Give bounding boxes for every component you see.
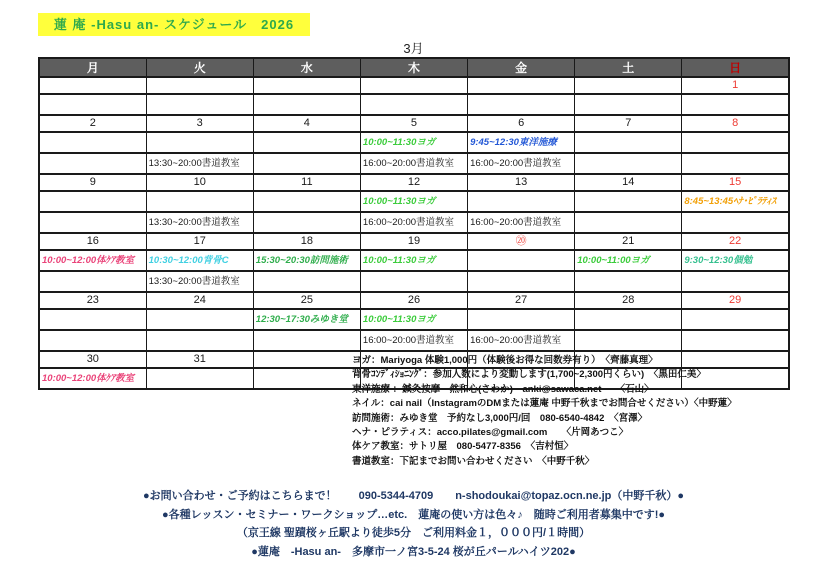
empty-cell xyxy=(360,271,467,292)
date-cell: 12 xyxy=(360,174,467,191)
empty-cell xyxy=(253,368,360,389)
empty-cell xyxy=(468,94,575,115)
date-cell: 24 xyxy=(146,292,253,309)
date-cell: 16 xyxy=(39,233,146,250)
date-cell: 27 xyxy=(468,292,575,309)
event-cell: 10:00~11:00ヨガ xyxy=(575,250,682,271)
date-cell: 3 xyxy=(146,115,253,132)
empty-cell xyxy=(253,94,360,115)
day-header-row xyxy=(39,58,789,77)
date-cell: 14 xyxy=(575,174,682,191)
date-cell: 7 xyxy=(575,115,682,132)
date-cell: 17 xyxy=(146,233,253,250)
day-header-cell: 木 xyxy=(360,58,467,77)
calendar-body xyxy=(39,77,789,389)
date-cell: 31 xyxy=(146,351,253,368)
event-cell: 10:00~12:00体ｹｱ教室 xyxy=(39,368,146,389)
day-header-cell: 水 xyxy=(253,58,360,77)
day-header-cell: 金 xyxy=(468,58,575,77)
empty-cell xyxy=(682,212,789,233)
empty-cell xyxy=(253,132,360,153)
empty-date-cell xyxy=(39,77,146,94)
note-line: ヘナ・ピラティス：acco.pilates@gmail.com 〈片岡あつこ〉 xyxy=(352,427,629,439)
date-cell: 25 xyxy=(253,292,360,309)
page-title: 蓮 庵 -Hasu an- スケジュール 2026 xyxy=(38,13,310,36)
week-event-row xyxy=(39,191,789,212)
empty-cell xyxy=(682,271,789,292)
empty-cell xyxy=(39,330,146,351)
notes-section xyxy=(352,354,737,469)
footer-line: ●蓮庵 -Hasu an- 多摩市一ノ宮3-5-24 桜が丘パールハイツ202● xyxy=(251,545,576,558)
week-date-row xyxy=(39,115,789,132)
week-date-row xyxy=(39,174,789,191)
note-line: 体ケア教室：サトリ屋 080-5477-8356 〈吉村恒〉 xyxy=(352,441,574,453)
empty-cell xyxy=(682,330,789,351)
date-cell: 30 xyxy=(39,351,146,368)
event-cell: 10:00~12:00体ｹｱ教室 xyxy=(39,250,146,271)
empty-cell xyxy=(39,132,146,153)
footer-line: （京王線 聖蹟桜ヶ丘駅より徒歩5分 ご利用料金１，０００円/１時間） xyxy=(236,527,591,539)
empty-cell xyxy=(575,153,682,174)
event-cell: 16:00~20:00書道教室 xyxy=(360,330,467,351)
empty-cell xyxy=(253,330,360,351)
empty-cell xyxy=(468,271,575,292)
empty-date-cell xyxy=(253,77,360,94)
event-cell: 16:00~20:00書道教室 xyxy=(468,153,575,174)
week-event-row xyxy=(39,271,789,292)
week-event-row xyxy=(39,330,789,351)
date-cell: 28 xyxy=(575,292,682,309)
empty-cell xyxy=(575,132,682,153)
footer-line: ●お問い合わせ・ご予約はこちらまで！ 090-5344-4709 n-shodoukai@topaz.ocn.ne.jp（中野千秋）● xyxy=(142,490,685,502)
week-event-row xyxy=(39,309,789,330)
empty-cell xyxy=(146,368,253,389)
empty-date-cell xyxy=(575,77,682,94)
week-date-row xyxy=(39,233,789,250)
date-cell: 18 xyxy=(253,233,360,250)
calendar-header xyxy=(39,58,789,77)
day-header-cell: 火 xyxy=(146,58,253,77)
week-date-row xyxy=(39,292,789,309)
event-cell: 8:45~13:45ﾍﾅ･ﾋﾟﾗﾃｨｽ xyxy=(682,191,789,212)
empty-cell xyxy=(146,191,253,212)
empty-cell xyxy=(468,309,575,330)
week-event-row xyxy=(39,212,789,233)
event-cell: 13:30~20:00書道教室 xyxy=(146,153,253,174)
date-cell: ⑳ xyxy=(468,233,575,250)
empty-cell xyxy=(39,153,146,174)
empty-cell xyxy=(575,212,682,233)
day-header-cell: 月 xyxy=(39,58,146,77)
event-cell: 9:45~12:30東洋施療 xyxy=(468,132,575,153)
event-cell: 16:00~20:00書道教室 xyxy=(468,212,575,233)
empty-cell xyxy=(575,191,682,212)
date-cell: 21 xyxy=(575,233,682,250)
empty-cell xyxy=(39,212,146,233)
event-cell: 13:30~20:00書道教室 xyxy=(146,271,253,292)
event-cell: 12:30~17:30みゆき堂 xyxy=(253,309,360,330)
calendar-table xyxy=(38,57,790,390)
empty-date-cell xyxy=(468,77,575,94)
date-cell: 13 xyxy=(468,174,575,191)
week-event-row xyxy=(39,94,789,115)
empty-cell xyxy=(146,132,253,153)
note-line: 書道教室：下記までお問い合わせください 〈中野千秋〉 xyxy=(352,455,595,467)
note-line: ネイル：cai nail（InstagramのDMまたは蓮庵 中野千秋までお問合せください）〈中野蓮〉 xyxy=(352,398,737,410)
empty-cell xyxy=(575,94,682,115)
empty-cell xyxy=(146,94,253,115)
empty-cell xyxy=(39,191,146,212)
empty-cell xyxy=(253,153,360,174)
event-cell: 15:30~20:30訪問施術 xyxy=(253,250,360,271)
date-cell: 4 xyxy=(253,115,360,132)
empty-cell xyxy=(682,309,789,330)
date-cell: 1 xyxy=(682,77,789,94)
date-cell: 11 xyxy=(253,174,360,191)
date-cell: 23 xyxy=(39,292,146,309)
empty-cell xyxy=(253,191,360,212)
empty-cell xyxy=(682,132,789,153)
empty-cell xyxy=(253,271,360,292)
week-event-row xyxy=(39,250,789,271)
empty-cell xyxy=(575,309,682,330)
date-cell: 22 xyxy=(682,233,789,250)
week-event-row xyxy=(39,153,789,174)
event-cell: 16:00~20:00書道教室 xyxy=(360,212,467,233)
date-cell: 29 xyxy=(682,292,789,309)
event-cell: 10:00~11:30ヨガ xyxy=(360,191,467,212)
empty-cell xyxy=(146,309,253,330)
note-line: ヨガ：Mariyoga 体験1,000円（体験後お得な回数券有り） 〈齊藤真理〉 xyxy=(352,355,658,366)
empty-cell xyxy=(682,94,789,115)
empty-cell xyxy=(39,271,146,292)
footer-section xyxy=(0,487,827,561)
day-header-cell: 土 xyxy=(575,58,682,77)
empty-cell xyxy=(39,94,146,115)
week-event-row xyxy=(39,132,789,153)
event-cell: 16:00~20:00書道教室 xyxy=(360,153,467,174)
event-cell: 10:30~12:00背骨C xyxy=(146,250,253,271)
week-date-row xyxy=(39,77,789,94)
date-cell: 15 xyxy=(682,174,789,191)
empty-date-cell xyxy=(360,77,467,94)
event-cell: 16:00~20:00書道教室 xyxy=(468,330,575,351)
day-header-cell: 日 xyxy=(682,58,789,77)
date-cell: 19 xyxy=(360,233,467,250)
event-cell: 13:30~20:00書道教室 xyxy=(146,212,253,233)
month-label: 3月 xyxy=(403,41,424,56)
date-cell: 6 xyxy=(468,115,575,132)
event-cell: 10:00~11:30ヨガ xyxy=(360,132,467,153)
date-cell: 5 xyxy=(360,115,467,132)
date-cell: 10 xyxy=(146,174,253,191)
empty-cell xyxy=(146,330,253,351)
event-cell: 10:00~11:30ヨガ xyxy=(360,250,467,271)
footer-line: ●各種レッスン・セミナー・ワークショップ…etc. 蓮庵の使い方は色々♪ 随時ご利用者募集中です!● xyxy=(161,508,666,521)
event-cell: 10:00~11:30ヨガ xyxy=(360,309,467,330)
note-line: 東洋施療 ：鍼灸按摩 然和心(さわか) anki@sawaca.net 〈石山〉 xyxy=(352,383,654,395)
note-line: 訪問施術：みゆき堂 予約なし3,000円/回 080-6540-4842 〈宮澤〉 xyxy=(352,412,648,424)
date-cell: 26 xyxy=(360,292,467,309)
note-line: 背骨ｺﾝﾃﾞｨｼｮﾆﾝｸﾞ：参加人数により変動します(1,700~2,300円くらい) 〈黒田仁美〉 xyxy=(352,369,706,381)
date-cell: 8 xyxy=(682,115,789,132)
empty-cell xyxy=(575,330,682,351)
empty-date-cell xyxy=(146,77,253,94)
empty-cell xyxy=(575,271,682,292)
date-cell: 2 xyxy=(39,115,146,132)
empty-cell xyxy=(360,94,467,115)
empty-cell xyxy=(682,153,789,174)
empty-cell xyxy=(468,191,575,212)
empty-cell xyxy=(468,250,575,271)
event-cell: 9:30~12:30個勉 xyxy=(682,250,789,271)
empty-cell xyxy=(39,309,146,330)
empty-date-cell xyxy=(253,351,360,368)
date-cell: 9 xyxy=(39,174,146,191)
empty-cell xyxy=(253,212,360,233)
